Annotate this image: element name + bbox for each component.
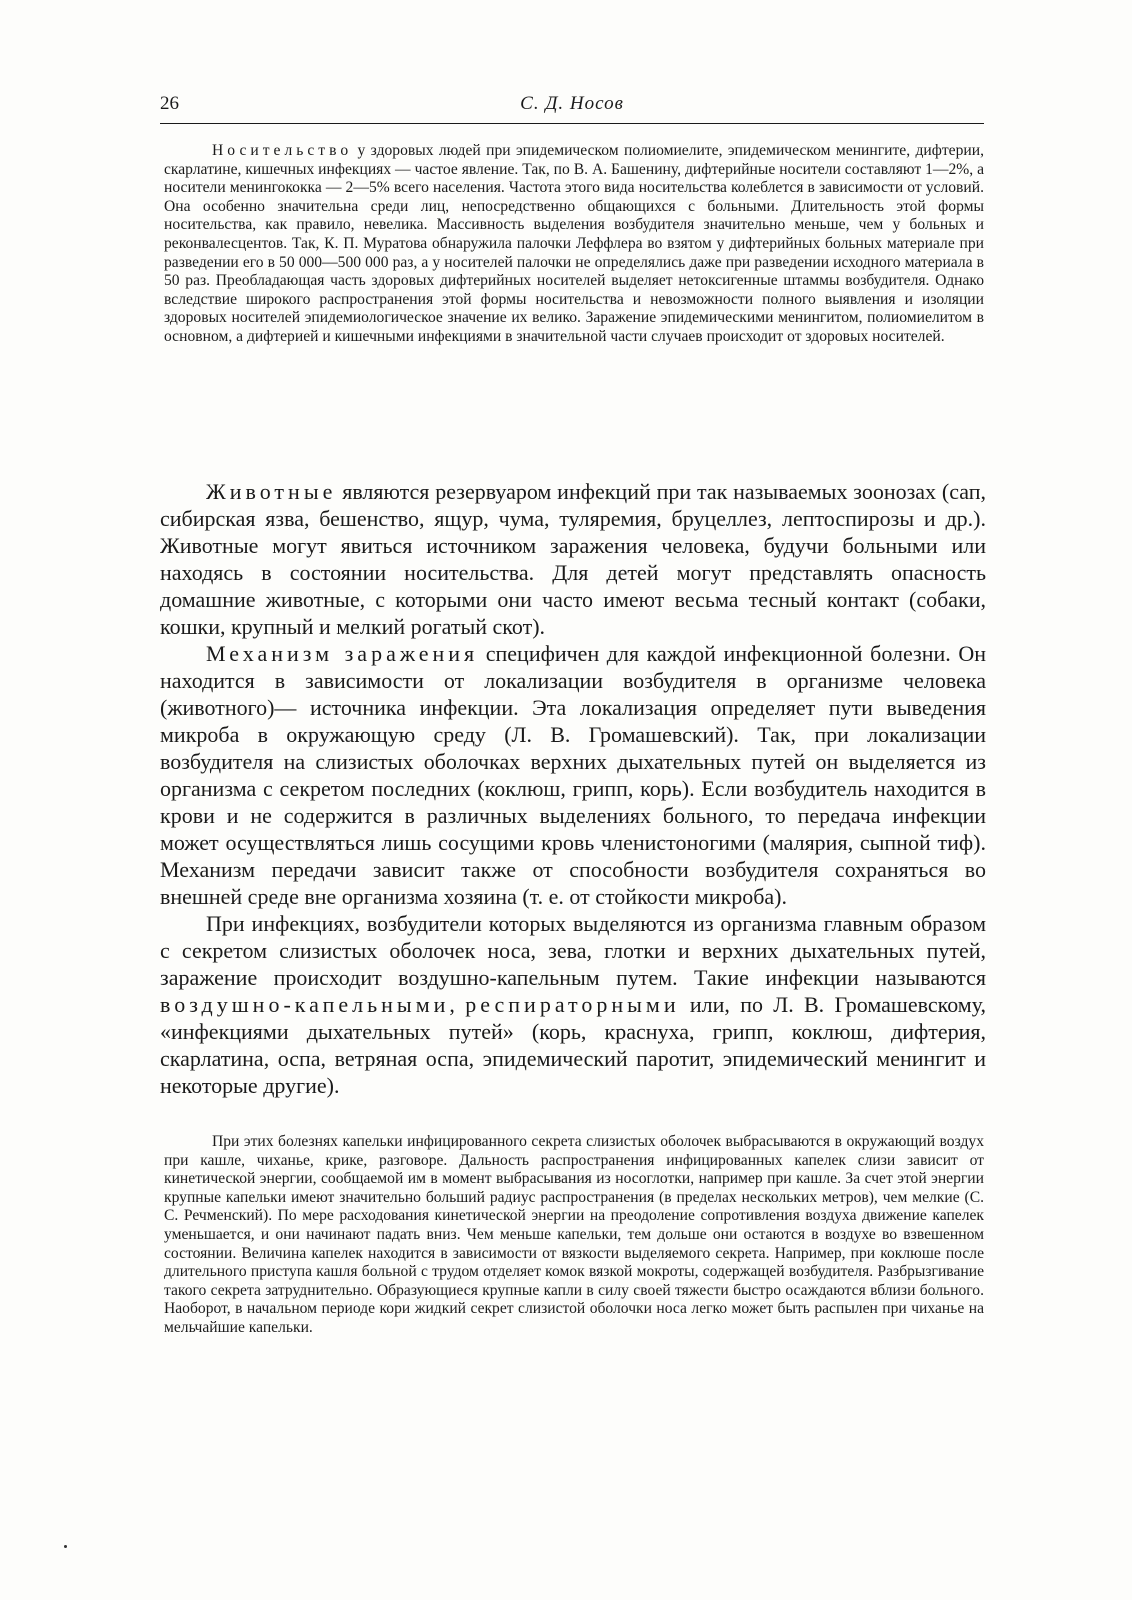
carriers-lead: Носительство	[212, 142, 353, 159]
mechanism-lead: Механизм заражения	[206, 641, 479, 666]
carriers-paragraph	[164, 142, 984, 347]
page-speck	[64, 1545, 67, 1548]
mechanism-body: специфичен для каждой инфекционной болезни. Он находится в зависимости от локализации возбудителя в организме человека (животного)— источника инфекции. Эта локализация определяет пути выведения микроба в окружающую среду (Л. В. Громашевский). Так, при локализации возбудителя на слизистых оболочках верхних дыхательных путей он выделяется из организма с секретом последних (коклюш, грипп, корь). Если возбудитель находится в крови и не содержится в различных выделениях больного, то передача инфекции может осуществляться лишь сосущими кровь членистоногими (малярия, сыпной тиф). Механизм передачи зависит также от способности возбудителя сохраняться во внешней среде вне организма хозяина (т. е. от стойкости микроба).	[160, 641, 986, 909]
carriers-body: у здоровых людей при эпидемическом полиомиелите, эпидемическом менингите, дифтерии, скарлатине, кишечных инфекциях — частое явление. Так, по В. А. Башенину, дифтерийные носители составляют 1—2%, а носители менингококка — 2—5% всего населения. Частота этого вида носительства колеблется в зависимости от условий. Она особенно значительна среди лиц, непосредственно общающихся с больными. Длительность этой формы носительства, как правило, невелика. Массивность выделения возбудителя значительно меньше, чем у больных и реконвалесцентов. Так, К. П. Муратова обнаружила палочки Леффлера во взятом у дифтерийных больных материале при разведении его в 50 000—500 000 раз, а у носителей палочки не определялись даже при разведении исходного материала в 50 раз. Преобладающая часть здоровых дифтерийных носителей выделяет нетоксигенные штаммы возбудителя. Однако вследствие широкого распространения этой формы носительства и невозможности полного выявления и изоляции здоровых носителей эпидемиологическое значение их велико. Заражение эпидемическими менингитом, полиомиелитом в основном, а дифтерией и кишечными инфекциями в значительной части случаев происходит от здоровых носителей.	[164, 142, 984, 345]
mechanism-paragraph	[160, 640, 986, 910]
animals-lead: Животные	[206, 479, 337, 504]
airborne-term1: воздушно-капельными	[160, 992, 450, 1017]
airborne-part3: или, по Л. В. Громашевскому, «инфекциями дыхательных путей» (корь, краснуха, грипп, коклюш, дифтерия, скарлатина, оспа, ветряная оспа, эпидемический паротит, эпидемический менингит и некоторые другие).	[160, 992, 986, 1098]
airborne-part1: При инфекциях, возбудители которых выделяются из организма главным образом с секретом слизистых оболочек носа, зева, глотки и верхних дыхательных путей, заражение происходит воздушно-капельным путем. Такие инфекции называются	[160, 911, 986, 990]
droplets-section	[164, 1133, 984, 1338]
airborne-term2: респираторными	[465, 992, 680, 1017]
main-text	[160, 478, 986, 1099]
page-header	[160, 93, 984, 124]
running-head: С. Д. Носов	[520, 93, 624, 114]
animals-body: являются резервуаром инфекций при так называемых зоонозах (сап, сибирская язва, бешенство, ящур, чума, туляремия, бруцеллез, лептоспирозы и др.). Животные могут явиться источником заражения человека, будучи больными или находясь в состоянии носительства. Для детей могут представлять опасность домашние животные, с которыми они часто имеют весьма тесный контакт (собаки, кошки, крупный и мелкий рогатый скот).	[160, 479, 986, 639]
animals-paragraph	[160, 478, 986, 640]
droplets-paragraph: При этих болезнях капельки инфицированного секрета слизистых оболочек выбрасываются в окружающий воздух при кашле, чиханье, крике, разговоре. Дальность распространения инфицированных капелек слизи зависит от кинетической энергии, сообщаемой им в момент выбрасывания из носоглотки, например при кашле. За счет этой энергии крупные капельки имеют значительно больший радиус распространения (в пределах нескольких метров), чем мелкие (С. С. Речменский). По мере расходования кинетической энергии на преодоление сопротивления воздуха движение капелек уменьшается, и они начинают падать вниз. Чем меньше капельки, тем дольше они остаются в воздухе во взвешенном состоянии. Величина капелек находится в зависимости от вязкости выделяемого секрета. Например, при коклюше после длительного приступа кашля больной с трудом отделяет комок вязкой мокроты, содержащей возбудителя. Разбрызгивание такого секрета затруднительно. Образующиеся крупные капли в силу своей тяжести быстро осаждаются вблизи больного. Наоборот, в начальном периоде кори жидкий секрет слизистой оболочки носа легко может быть распылен при чиханье на мельчайшие капельки.	[164, 1133, 984, 1336]
airborne-part2: ,	[449, 992, 466, 1017]
airborne-paragraph	[160, 910, 986, 1099]
carriers-section	[164, 142, 984, 347]
page-number: 26	[160, 93, 179, 114]
